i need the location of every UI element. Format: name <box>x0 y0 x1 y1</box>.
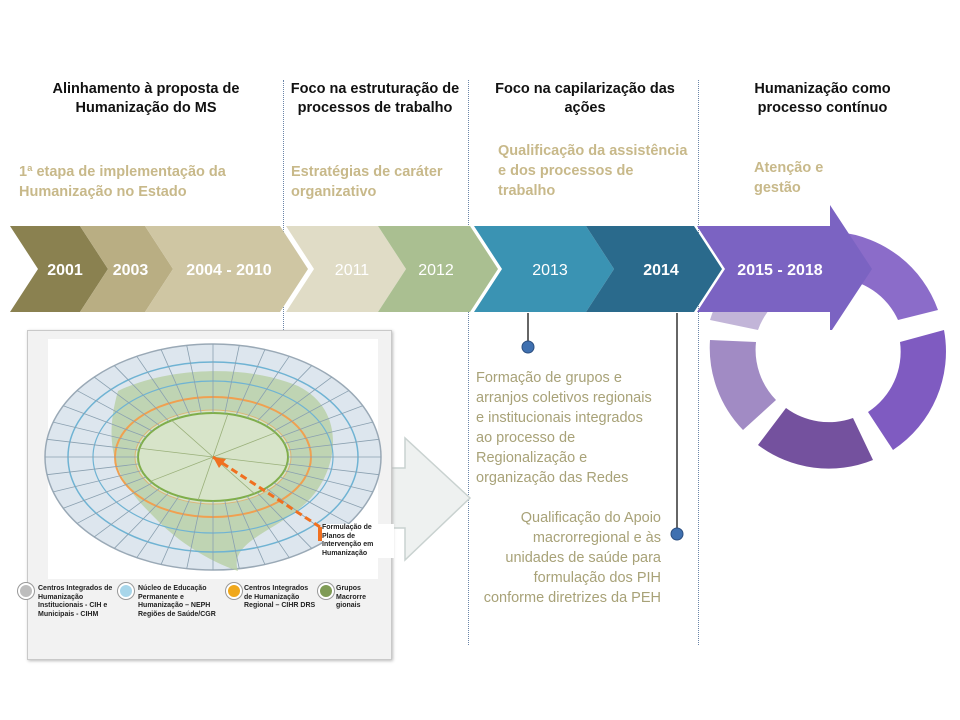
phase-subtitle-4: Atenção e gestão <box>754 160 824 196</box>
phase-subtitle-3: Qualificação da assistência e dos processos de trabalho <box>498 143 688 199</box>
legend-dot-cihr <box>226 583 242 599</box>
phase-subtitle-1: 1ª etapa de implementação da Humanização no Estado <box>19 164 226 200</box>
legend-dot-grupos <box>318 583 334 599</box>
map-callout: Formulação de Planos de Intervenção em Humanização <box>322 524 394 558</box>
year-2012: 2012 <box>418 262 454 279</box>
phase-title-3: Foco na capilarização das ações <box>495 81 675 116</box>
legend-cihr: Centros Integrados de Humanização Regional – CIHR DRS <box>244 585 316 609</box>
year-2004-2010: 2004 - 2010 <box>186 262 272 279</box>
event-2013-text: Formação de grupos e arranjos coletivos regionais e institucionais integrados ao processo de Regionalização e organização das Redes <box>476 370 652 486</box>
map-panel <box>27 330 392 660</box>
phase-title-1: Alinhamento à proposta de Humanização do MS <box>52 81 240 116</box>
year-2011: 2011 <box>334 262 370 279</box>
legend-cih: Centros Integrados de Humanização Institucionais - CIH e Municipais - CIHM <box>38 585 113 618</box>
phase-subtitle-2: Estratégias de caráter organizativo <box>291 164 443 200</box>
legend-dot-neph <box>118 583 134 599</box>
year-2014: 2014 <box>643 262 679 279</box>
legend-grupos: Grupos Macrorre gionais <box>336 585 366 609</box>
year-2001: 2001 <box>47 262 83 279</box>
event-2014-text: Qualificação do Apoio macrorregional e às unidades de saúde para formulação dos PIH conforme diretrizes da PEH <box>483 510 661 606</box>
phase-title-2: Foco na estruturação de processos de trabalho <box>290 81 460 116</box>
legend-neph: Núcleo de Educação Permanente e Humanização – NEPH Regiões de Saúde/CGR <box>138 585 216 618</box>
phase-title-4: Humanização como processo contínuo <box>754 81 891 116</box>
year-2003: 2003 <box>112 262 149 279</box>
year-2013: 2013 <box>532 262 568 279</box>
year-2015-2018: 2015 - 2018 <box>737 262 823 279</box>
legend-dot-cih <box>18 583 34 599</box>
